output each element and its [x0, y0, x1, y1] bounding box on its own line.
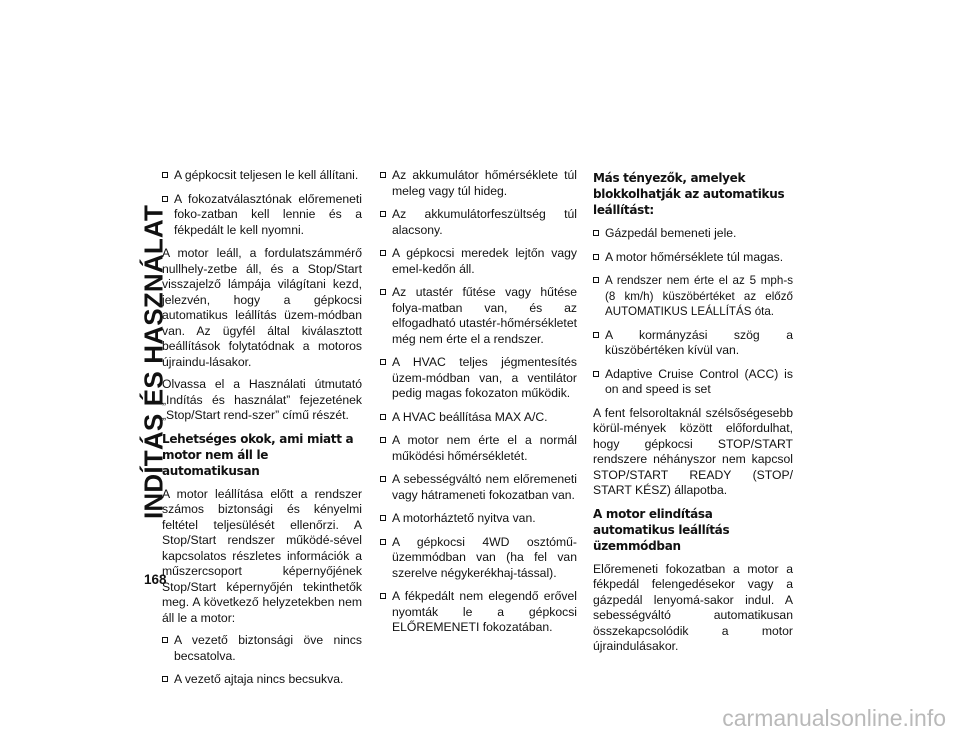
- list-item: A gépkocsi meredek lejtőn vagy emel-kedőn áll.: [380, 246, 577, 277]
- checkbox-bullet-icon: [162, 196, 168, 202]
- list-item: A HVAC teljes jégmentesítés üzem-módban van, a ventilátor pedig magas fokozaton működik.: [380, 355, 577, 402]
- checkbox-bullet-icon: [380, 289, 386, 295]
- list-item: A gépkocsit teljesen le kell állítani.: [162, 168, 362, 184]
- checkbox-bullet-icon: [162, 172, 168, 178]
- list-item: A fokozatválasztónak előremeneti foko-zatban kell lennie és a fékpedált le kell nyomni.: [162, 192, 362, 239]
- checkbox-bullet-icon: [593, 230, 599, 236]
- checkbox-bullet-icon: [380, 515, 386, 521]
- checkbox-bullet-icon: [380, 476, 386, 482]
- checkbox-bullet-icon: [380, 250, 386, 256]
- checkbox-bullet-icon: [593, 371, 599, 377]
- checkbox-bullet-icon: [380, 172, 386, 178]
- checkbox-bullet-icon: [162, 637, 168, 643]
- checkbox-bullet-icon: [380, 359, 386, 365]
- watermark: carmanualsonline.info: [722, 705, 946, 731]
- bullet-list-top: [162, 168, 362, 238]
- checkbox-bullet-icon: [593, 332, 599, 338]
- bullet-list: [380, 168, 577, 636]
- list-item: Az utastér fűtése vagy hűtése folya-matban van, és az elfogadható utastér-hőmérsékletet még nem érte el a rendszer.: [380, 285, 577, 347]
- checkbox-bullet-icon: [380, 414, 386, 420]
- list-item: A gépkocsi 4WD osztómű-üzemmódban van (ha fel van szerelve négykerékhaj-tással).: [380, 535, 577, 582]
- section-heading: Lehetséges okok, ami miatt a motor nem áll le automatikusan: [162, 431, 354, 478]
- paragraph: A fent felsoroltaknál szélsőségesebb körül-mények között előfordulhat, hogy gépkocsi STOP/START rendszere néhányszor nem kapcsol STOP/START READY (STOP/ START KÉSZ) állapotba.: [593, 405, 793, 497]
- checkbox-bullet-icon: [380, 593, 386, 599]
- list-item: Az akkumulátorfeszültség túl alacsony.: [380, 207, 577, 238]
- paragraph: Olvassa el a Használati útmutató „Indítás és használat” fejezetének „Stop/Start rend-szer” című részét.: [162, 377, 362, 422]
- list-item: A fékpedált nem elegendő erővel nyomták le a gépkocsi ELŐREMENETI fokozatában.: [380, 589, 577, 636]
- page-number: 168: [144, 572, 167, 587]
- list-item: A sebességváltó nem előremeneti vagy hátrameneti fokozatban van.: [380, 472, 577, 503]
- list-item: Gázpedál bemeneti jele.: [593, 226, 793, 242]
- list-item: Adaptive Cruise Control (ACC) is on and speed is set: [593, 367, 793, 398]
- checkbox-bullet-icon: [593, 254, 599, 260]
- list-item: A motor nem érte el a normál működési hőmérsékletét.: [380, 433, 577, 464]
- checkbox-bullet-icon: [380, 211, 386, 217]
- section-title-text: INDÍTÁS ÉS HASZNÁLAT: [138, 204, 169, 520]
- list-item: A motor hőmérséklete túl magas.: [593, 250, 793, 266]
- list-item: A kormányzási szög a küszöbértéken kívül van.: [593, 328, 793, 359]
- paragraph: A motor leáll, a fordulatszámmérő nullhely-zetbe áll, és a Stop/Start visszajelző lámpája világítani kezd, jelezvén, hogy a gépkocsi automatikus leállítás üzem-módban van. Az ügyfél által kiválasztott beállítások folytatódnak a motoros újraindu-lásakor.: [162, 246, 362, 369]
- paragraph: A motor leállítása előtt a rendszer számos biztonsági és kényelmi feltétel teljesülését ellenőrzi. A Stop/Start rendszer működé-sével kapcsolatos részletes információk a műszercsoport képernyőjének Stop/Start képernyőjén tekinthetők meg. A következő helyzetekben nem áll le a motor:: [162, 486, 362, 625]
- section-heading: Más tényezők, amelyek blokkolhatják az automatikus leállítást:: [593, 171, 785, 217]
- bullet-list: [593, 226, 793, 398]
- checkbox-bullet-icon: [380, 437, 386, 443]
- list-item: Az akkumulátor hőmérséklete túl meleg vagy túl hideg.: [380, 168, 577, 199]
- column-1: [162, 168, 362, 696]
- bullet-list-bottom: [162, 633, 362, 688]
- checkbox-bullet-icon: [593, 277, 599, 283]
- paragraph: Előremeneti fokozatban a motor a fékpedál felengedésekor vagy a gázpedál lenyomá-sakor indul. A sebességváltó automatikusan összekapcsolódik a motor újraindulásakor.: [593, 561, 793, 653]
- section-heading: A motor elindítása automatikus leállítás üzemmódban: [593, 506, 730, 553]
- list-item: A HVAC beállítása MAX A/C.: [380, 410, 577, 426]
- list-item: A rendszer nem érte el az 5 mph-s (8 km/h) küszöbértéket az előző AUTOMATIKUS LEÁLLÍTÁS óta.: [593, 273, 793, 320]
- list-item: A motorháztető nyitva van.: [380, 511, 577, 527]
- list-item: A vezető ajtaja nincs becsukva.: [162, 672, 362, 688]
- list-item: A vezető biztonsági öve nincs becsatolva.: [162, 633, 362, 664]
- column-3: [593, 168, 793, 662]
- checkbox-bullet-icon: [162, 676, 168, 682]
- checkbox-bullet-icon: [380, 539, 386, 545]
- column-2: [380, 168, 577, 644]
